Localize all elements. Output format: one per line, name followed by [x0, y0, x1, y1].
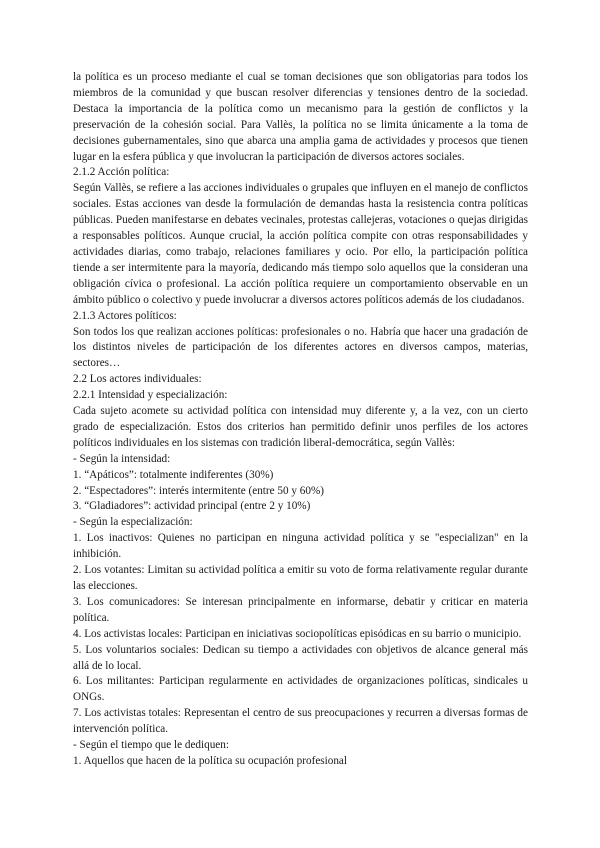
- list-item: 3. Los comunicadores: Se interesan principalmente en informarse, debatir y criticar en materia política.: [73, 595, 528, 624]
- list-item: 6. Los militantes: Participan regularmente en actividades de organizaciones políticas, sindicales u ONGs.: [73, 675, 528, 704]
- list-item: 1. Los inactivos: Quienes no participan en ninguna actividad política y se "especializan" en la inhibición.: [73, 532, 528, 561]
- list-item: 4. Los activistas locales: Participan en iniciativas sociopolíticas episódicas en su barrio o municipio.: [73, 627, 522, 640]
- list-item: 5. Los voluntarios sociales: Dedican su tiempo a actividades con objetivos de alcance general más allá de lo local.: [73, 643, 528, 672]
- list-item: 2. Los votantes: Limitan su actividad política a emitir su voto de forma relativamente regular durante las elecciones.: [73, 564, 528, 592]
- actores-politicos-paragraph: Son todos los que realizan acciones políticas: profesionales o no. Habría que hacer una gradación de los distintos niveles de participación de los diferentes actores en diversos campos, materias, sectores…: [73, 325, 528, 370]
- list-item: 2. “Espectadores”: interés intermitente (entre 50 y 60%): [73, 484, 324, 497]
- section-heading-intensidad: 2.2.1 Intensidad y especialización:: [73, 389, 228, 402]
- list-item: 1. Aquellos que hacen de la política su ocupación profesional: [73, 754, 348, 767]
- list-heading-tiempo: - Según el tiempo que le dediquen:: [73, 739, 229, 752]
- accion-politica-paragraph: Según Vallès, se refiere a las acciones individuales o grupales que influyen en el manejo de conflictos sociales. Estas acciones van desde la formulación de demandas hasta la resistencia contra políticas públicas. Pueden manifestarse en debates vecinales, protestas callejeras, votaciones o quejas dirigidas a responsables políticos. Aunque crucial, la acción política compite con otras responsabilidades y actividades diarias, como trabajo, relaciones familiares y ocio. Por ello, la participación política tiende a ser intermitente para la mayoría, dedicando más tiempo solo aquellos que la consideran una obligación cívica o profesional. La acción política requiere un comportamiento observable en un ámbito público o colectivo y puede involucrar a diversos actores políticos además de los ciudadanos.: [73, 182, 528, 306]
- intro-paragraph: la política es un proceso mediante el cual se toman decisiones que son obligatorias para todos los miembros de la comunidad y que buscan resolver diferencias y tensiones dentro de la sociedad. Destaca la importancia de la política como un mecanismo para la gestión de conflictos y la preservación de la cohesión social. Para Vallès, la política no se limita únicamente a la toma de decisiones gubernamentales, sino que abarca una amplia gama de actividades y procesos que tienen lugar en la esfera pública y que involucran la participación de diversos actores sociales.: [73, 71, 528, 163]
- section-heading-actores-individuales: 2.2 Los actores individuales:: [73, 373, 202, 386]
- list-item: 3. “Gladiadores”: actividad principal (entre 2 y 10%): [73, 500, 311, 513]
- list-heading-especializacion: - Según la especialización:: [73, 516, 193, 529]
- section-heading-actores-politicos: 2.1.3 Actores políticos:: [73, 309, 177, 322]
- list-item: 7. Los activistas totales: Representan el centro de sus preocupaciones y recurren a diversas formas de intervención política.: [73, 707, 528, 736]
- list-heading-intensidad: - Según la intensidad:: [73, 452, 171, 465]
- list-item: 1. “Apáticos”: totalmente indiferentes (30%): [73, 468, 274, 481]
- section-heading-accion-politica: 2.1.2 Acción política:: [73, 166, 170, 179]
- intensidad-paragraph: Cada sujeto acomete su actividad política con intensidad muy diferente y, a la vez, con un cierto grado de especialización. Estos dos criterios han permitido definir unos perfiles de los actores políticos individuales en los sistemas con tradición liberal-democrática, según Vallès:: [73, 405, 528, 449]
